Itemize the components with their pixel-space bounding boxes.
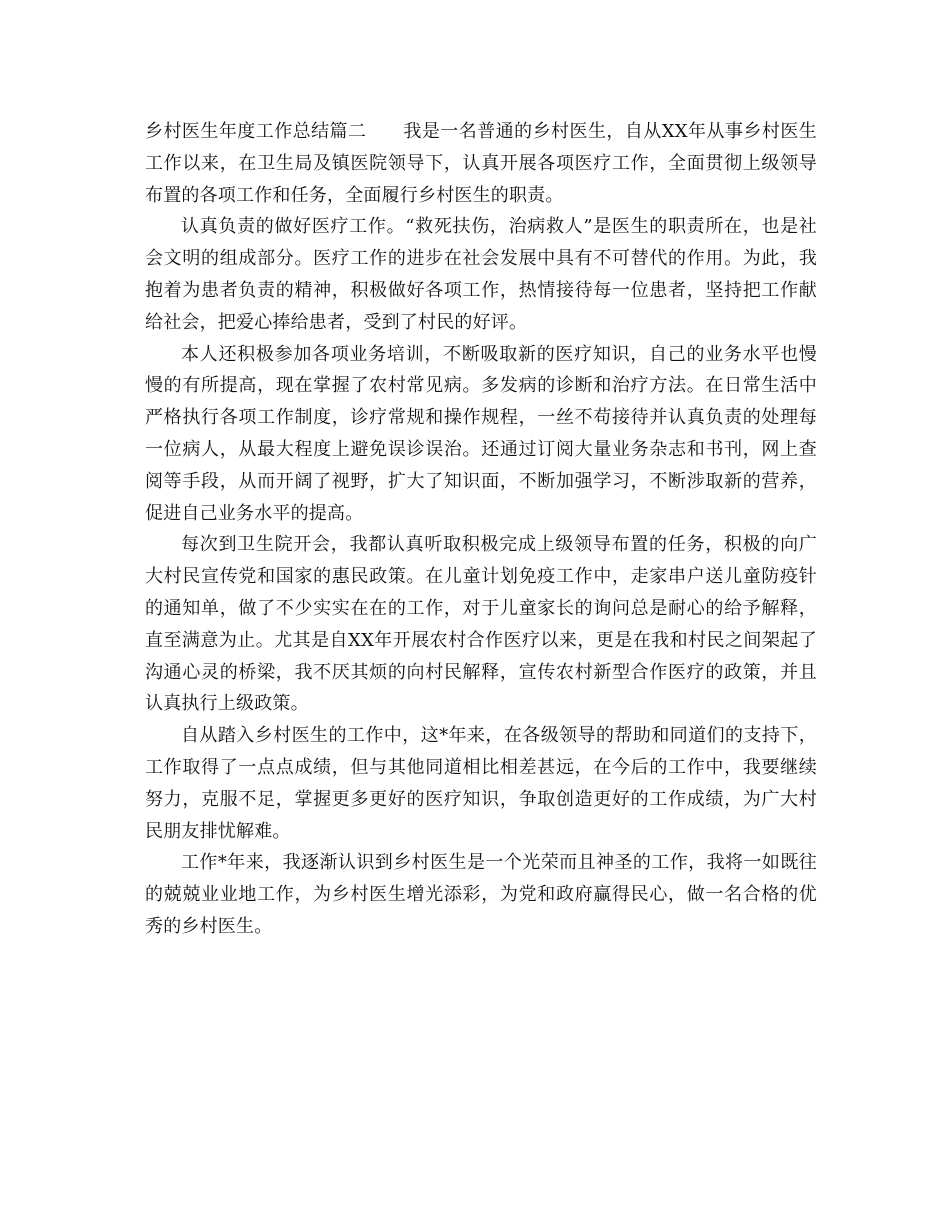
paragraph-training: 本人还积极参加各项业务培训，不断吸取新的医疗知识，自己的业务水平也慢慢的有所提高，现在掌握了农村常见病。多发病的诊断和治疗方法。在日常生活中严格执行各项工作制度，诊疗常规和操作规程，一丝不苟接待并认真负责的处理每一位病人，从最大程度上避免误诊误治。还通过订阅大量业务杂志和书刊，网上查阅等手段，从而开阔了视野，扩大了知识面，不断加强学习，不断涉取新的营养，促进自己业务水平的提高。 <box>145 343 817 524</box>
paragraph-achievements: 自从踏入乡村医生的工作中，这*年来，在各级领导的帮助和同道们的支持下，工作取得了一点点成绩，但与其他同道相比相差甚远，在今后的工作中，我要继续努力，克服不足，掌握更多更好的医疗知识，争取创造更好的工作成绩，为广大村民朋友排忧解难。 <box>145 725 817 842</box>
document-body <box>145 116 817 943</box>
paragraph-meetings: 每次到卫生院开会，我都认真听取积极完成上级领导布置的任务，积极的向广大村民宣传党和国家的惠民政策。在儿童计划免疫工作中，走家串户送儿童防疫针的通知单，做了不少实实在在的工作，对于儿童家长的询问总是耐心的给予解释，直至满意为止。尤其是自XX年开展农村合作医疗以来，更是在我和村民之间架起了沟通心灵的桥梁，我不厌其烦的向村民解释，宣传农村新型合作医疗的政策，并且认真执行上级政策。 <box>145 534 817 715</box>
paragraph-medical-work: 认真负责的做好医疗工作。“救死扶伤，治病救人”是医生的职责所在，也是社会文明的组成部分。医疗工作的进步在社会发展中具有不可替代的作用。为此，我抱着为患者负责的精神，积极做好各项工作，热情接待每一位患者，坚持把工作献给社会，把爱心捧给患者，受到了村民的好评。 <box>145 216 817 333</box>
paragraph-conclusion: 工作*年来，我逐渐认识到乡村医生是一个光荣而且神圣的工作，我将一如既往的兢兢业业地工作，为乡村医生增光添彩，为党和政府赢得民心，做一名合格的优秀的乡村医生。 <box>145 852 817 937</box>
paragraph-title-intro: 乡村医生年度工作总结篇二 我是一名普通的乡村医生，自从XX年从事乡村医生工作以来，在卫生局及镇医院领导下，认真开展各项医疗工作，全面贯彻上级领导布置的各项工作和任务，全面履行乡村医生的职责。 <box>145 121 817 206</box>
